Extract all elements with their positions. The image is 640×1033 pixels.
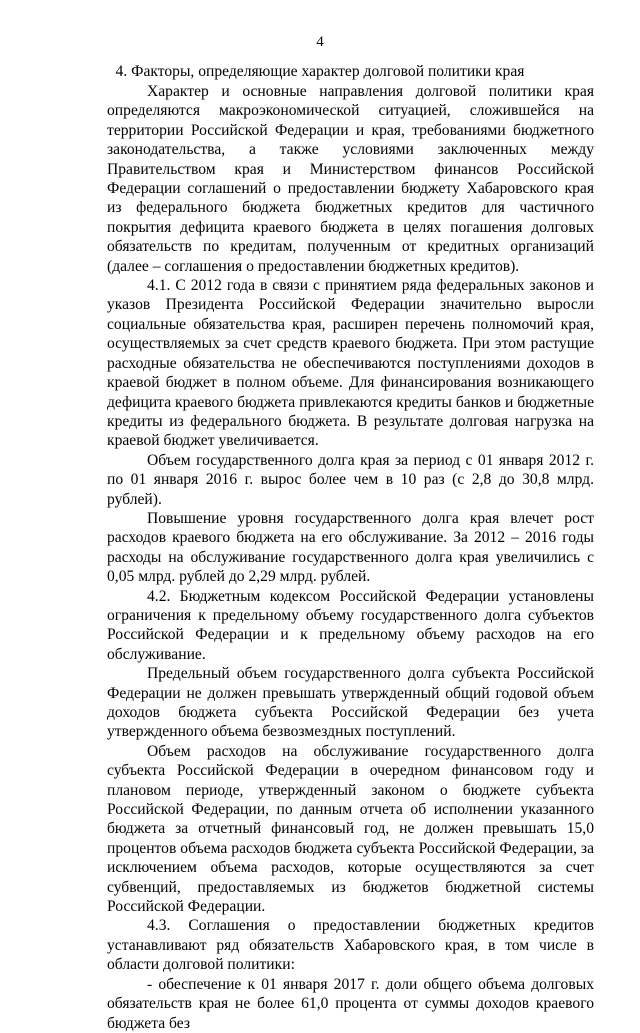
paragraph-4-1: 4.1. С 2012 года в связи с принятием ряда федеральных законов и указов Президента Российской Федерации значительно выросли социальные обязательства края, расширен перечень полномочий края, осуществляемых за счет средств краевого бюджета. При этом растущие расходные обязательства не обеспечиваются поступлениями доходов в краевой бюджет в полном объеме. Для финансирования возникающего дефицита краевого бюджета привлекаются кредиты банков и бюджетные кредиты из федерального бюджета. В результате долговая нагрузка на краевой бюджет увеличивается. xyxy=(107,277,594,450)
paragraph-service-limit: Объем расходов на обслуживание государственного долга субъекта Российской Федерации в очередном финансовом году и плановом периоде, утвержденный законом о бюджете субъекта Российской Федерации, по данным отчета об исполнении указанного бюджета за отчетный финансовый год, не должен превышать 15,0 процентов объема расходов бюджета субъекта Российской Федерации, за исключением объема расходов, которые осуществляются за счет субвенций, предоставляемых из бюджетов бюджетной системы Российской Федерации. xyxy=(107,742,594,916)
paragraph-4-2: 4.2. Бюджетным кодексом Российской Федерации установлены ограничения к предельному объему государственного долга субъектов Российской Федерации и к предельному объему расходов на его обслуживание. xyxy=(107,587,594,663)
paragraph-debt-volume: Объем государственного долга края за период с 01 января 2012 г. по 01 января 2016 г. вырос более чем в 10 раз (с 2,8 до 30,8 млрд. рублей). xyxy=(107,451,594,508)
paragraph-debt-limit: Предельный объем государственного долга субъекта Российской Федерации не должен превышать утвержденный общий годовой объем доходов бюджета субъекта Российской Федерации без учета утвержденного объема безвозмездных поступлений. xyxy=(107,665,594,741)
paragraph-debt-service: Повышение уровня государственного долга края влечет рост расходов краевого бюджета на его обслуживание. За 2012 – 2016 годы расходы на обслуживание государственного долга края увеличились с 0,05 млрд. рублей до 2,29 млрд. рублей. xyxy=(107,509,594,586)
document-body xyxy=(107,82,594,1033)
paragraph-obligation-item: - обеспечение к 01 января 2017 г. доли общего объема долговых обязательств края не более 61,0 процента от суммы доходов краевого бюджета без xyxy=(107,975,594,1032)
page-number: 4 xyxy=(316,34,324,50)
section-title: 4. Факторы, определяющие характер долговой политики края xyxy=(115,63,525,80)
paragraph-intro: Характер и основные направления долговой политики края определяются макроэкономической ситуацией, сложившейся на территории Российской Федерации и края, требованиями бюджетного законодательства, а также условиями заключенных между Правительством края и Министерством финансов Российской Федерации соглашений о предоставлении бюджету Хабаровского края из федерального бюджета бюджетных кредитов для частичного покрытия дефицита краевого бюджета в целях погашения долговых обязательств по кредитам, полученным от кредитных организаций (далее – соглашения о предоставлении бюджетных кредитов). xyxy=(107,83,594,275)
paragraph-4-3: 4.3. Соглашения о предоставлении бюджетных кредитов устанавливают ряд обязательств Хабаровского края, в том числе в области долговой политики: xyxy=(107,917,594,974)
